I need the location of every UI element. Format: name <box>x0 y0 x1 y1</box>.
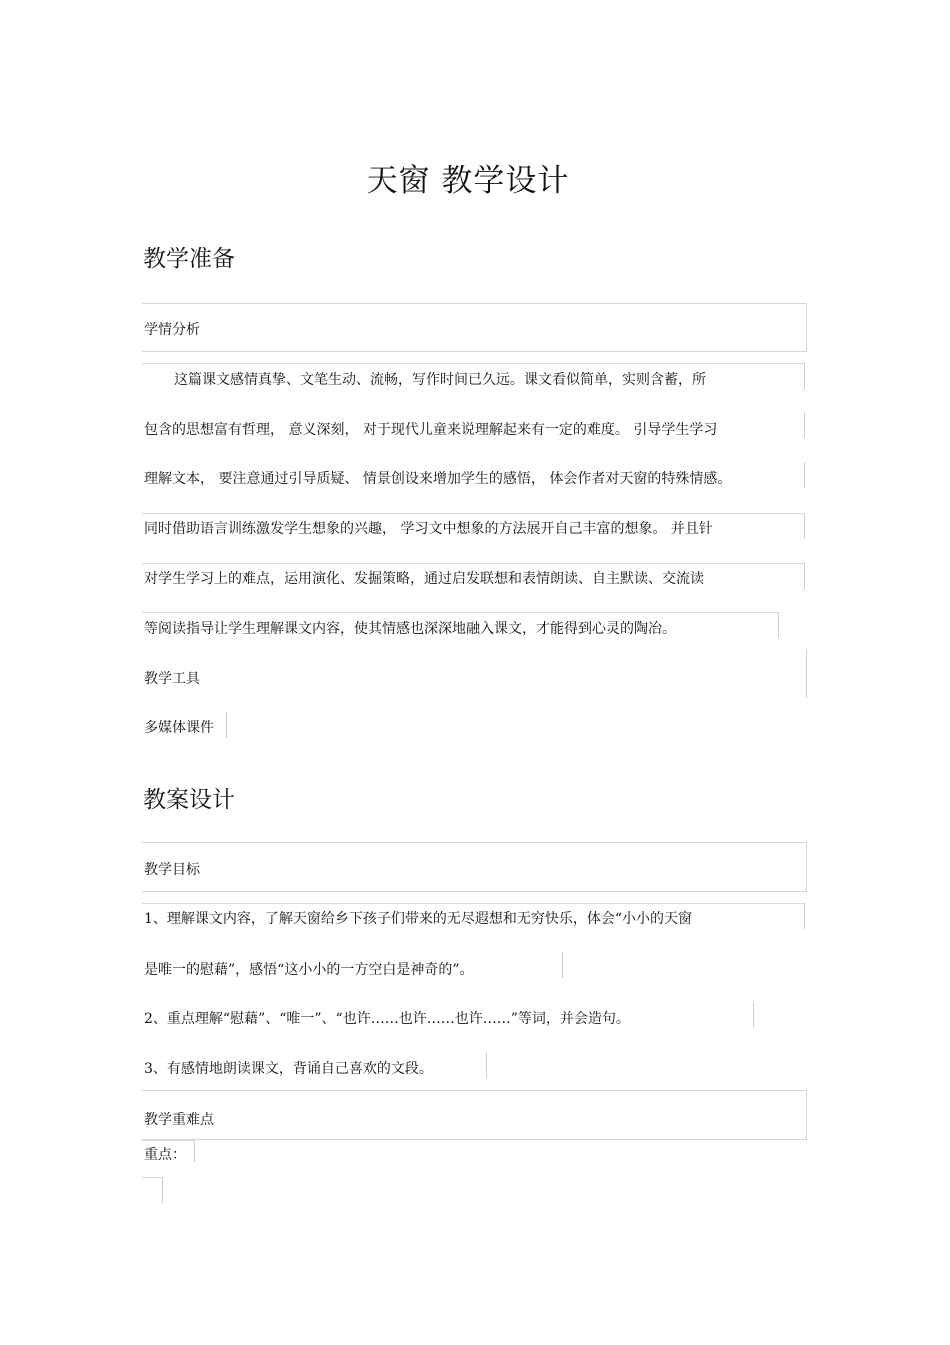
divider <box>804 563 805 589</box>
page-title: 天窗 教学设计 <box>366 163 570 199</box>
divider <box>142 612 779 613</box>
divider <box>142 1140 194 1141</box>
analysis-line-1: 这篇课文感情真挚、文笔生动、流畅，写作时间已久远。课文看似简单，实则含蓄，所 <box>174 372 706 388</box>
divider <box>806 650 807 698</box>
divider <box>142 363 805 364</box>
divider <box>142 513 805 514</box>
tools-label: 教学工具 <box>144 671 200 687</box>
difficulty-label-box <box>142 1090 807 1140</box>
divider <box>226 712 227 738</box>
divider <box>778 612 779 638</box>
analysis-line-5: 对学生学习上的难点，运用演化、发掘策略，通过启发联想和表情朗读、自主默读、交流读 <box>144 571 704 587</box>
divider <box>804 513 805 539</box>
goal-line-4: 3、有感情地朗读课文，背诵自己喜欢的文段。 <box>144 1061 433 1077</box>
analysis-label-box <box>142 303 807 352</box>
divider <box>142 563 805 564</box>
analysis-line-3: 理解文本， 要注意通过引导质疑、 情景创设来增加学生的感悟， 体会作者对天窗的特殊情感。 <box>144 471 732 487</box>
goals-label: 教学目标 <box>144 862 200 878</box>
difficulty-label: 教学重难点 <box>144 1112 214 1128</box>
divider <box>804 363 805 389</box>
divider <box>194 1140 195 1162</box>
analysis-line-6: 等阅读指导让学生理解课文内容，使其情感也深深地融入课文，才能得到心灵的陶冶。 <box>144 621 676 637</box>
divider <box>804 462 805 488</box>
section-heading-lesson-design: 教案设计 <box>143 787 235 813</box>
goal-line-3: 2、重点理解“慰藉”、“唯一”、“也许……也许……也许……”等词，并会造句。 <box>144 1011 630 1027</box>
analysis-line-2: 包含的思想富有哲理， 意义深刻， 对于现代儿童来说理解起来有一定的难度。 引导学生学习 <box>144 422 718 438</box>
divider <box>562 952 563 978</box>
tools-value: 多媒体课件 <box>144 720 214 736</box>
divider <box>142 1177 162 1178</box>
divider <box>486 1052 487 1078</box>
goal-line-1: 1、理解课文内容，了解天窗给乡下孩子们带来的无尽遐想和无穷快乐，体会“小小的天窗 <box>144 911 693 927</box>
divider <box>804 903 805 929</box>
analysis-label: 学情分析 <box>144 322 200 338</box>
divider <box>142 903 805 904</box>
divider <box>753 1002 754 1028</box>
divider <box>162 1177 163 1203</box>
goal-line-2: 是唯一的慰藉”，感悟“这小小的一方空白是神奇的”。 <box>144 962 474 978</box>
section-heading-preparation: 教学准备 <box>143 246 235 272</box>
key-point-label: 重点： <box>144 1147 186 1163</box>
analysis-line-4: 同时借助语言训练激发学生想象的兴趣， 学习文中想象的方法展开自己丰富的想象。 并且针 <box>144 521 713 537</box>
divider <box>804 412 805 438</box>
goals-label-box <box>142 842 807 892</box>
